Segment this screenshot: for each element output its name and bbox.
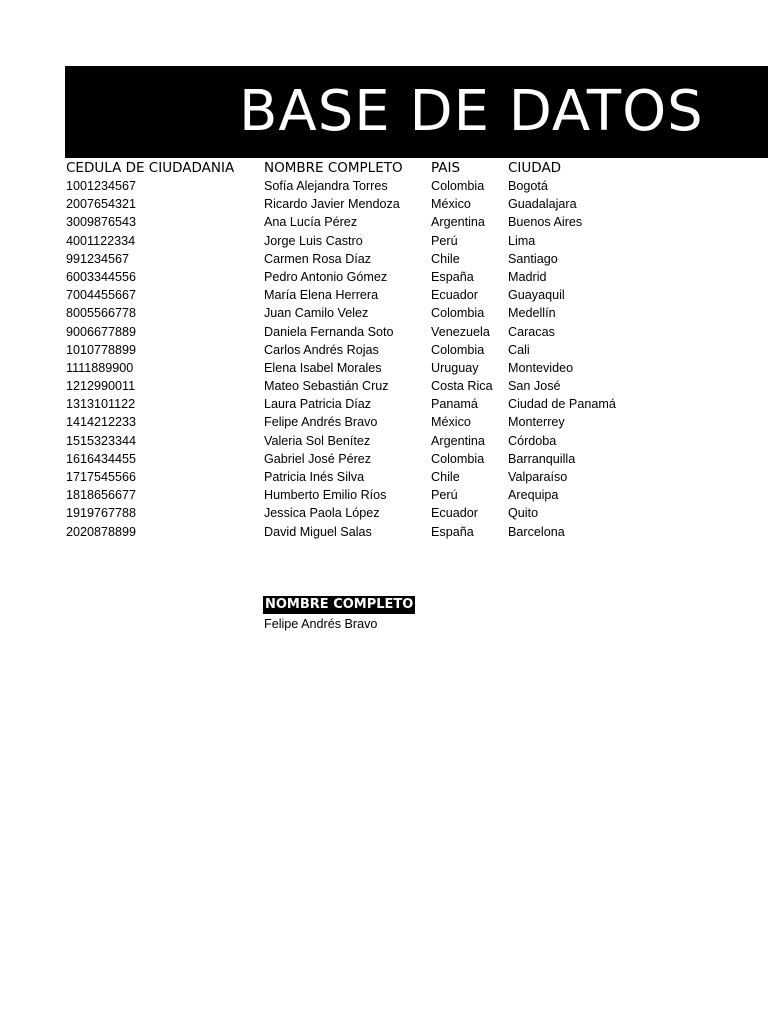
cell-ciudad[interactable]: Guayaquil [508, 288, 565, 303]
cell-nombre[interactable]: Humberto Emilio Ríos [264, 488, 387, 503]
cell-ciudad[interactable]: Buenos Aires [508, 215, 583, 230]
cell-ciudad[interactable]: Montevideo [508, 360, 574, 375]
cell-cedula[interactable]: 1717545566 [66, 470, 137, 484]
title-clip [65, 66, 704, 158]
table-row [0, 232, 768, 250]
cell-nombre[interactable]: Daniela Fernanda Soto [264, 324, 394, 339]
cell-cedula[interactable]: 1919767788 [66, 506, 137, 521]
cell-ciudad[interactable]: Ciudad de Panamá [508, 397, 616, 412]
cell-pais[interactable]: Colombia [431, 306, 485, 321]
cell-ciudad[interactable]: Medellín [508, 306, 556, 321]
table-body [0, 177, 768, 541]
cell-ciudad[interactable]: San José [508, 379, 561, 394]
cell-ciudad[interactable]: Lima [508, 233, 536, 248]
cell-pais[interactable]: España [431, 524, 474, 539]
cell-ciudad[interactable]: Madrid [508, 269, 547, 284]
cell-nombre[interactable]: Ana Lucía Pérez [264, 215, 358, 230]
title-banner [65, 66, 768, 158]
cell-cedula[interactable]: 1515323344 [66, 433, 137, 448]
cell-pais[interactable]: Perú [431, 233, 458, 248]
table-row [0, 323, 768, 341]
table-row [0, 504, 768, 522]
table-row [0, 395, 768, 413]
cell-nombre[interactable]: Sofía Alejandra Torres [264, 179, 388, 193]
cell-cedula[interactable]: 2007654321 [66, 197, 137, 212]
cell-pais[interactable]: Venezuela [431, 324, 490, 339]
cell-ciudad[interactable]: Cali [508, 342, 530, 357]
cell-cedula[interactable]: 3009876543 [66, 215, 137, 230]
cell-pais[interactable]: Argentina [431, 215, 485, 230]
cell-pais[interactable]: Colombia [431, 451, 485, 466]
cell-pais[interactable]: México [431, 415, 471, 430]
cell-nombre[interactable]: Carlos Andrés Rojas [264, 342, 379, 357]
cell-ciudad[interactable]: Quito [508, 506, 539, 521]
cell-cedula[interactable]: 1111889900 [66, 360, 134, 375]
cell-pais[interactable]: México [431, 197, 471, 212]
cell-cedula[interactable]: 1212990011 [66, 379, 136, 394]
cell-pais[interactable]: Colombia [431, 342, 485, 357]
table-row [0, 377, 768, 395]
table-row [0, 177, 768, 195]
table-row [0, 195, 768, 213]
table-row [0, 341, 768, 359]
cell-cedula[interactable]: 1010778899 [66, 342, 137, 357]
table-header [0, 159, 768, 177]
cell-ciudad[interactable]: Guadalajara [508, 197, 577, 212]
cell-pais[interactable]: Chile [431, 470, 460, 484]
cell-pais[interactable]: Chile [431, 251, 460, 266]
cell-cedula[interactable]: 1616434455 [66, 451, 137, 466]
cell-pais[interactable]: Ecuador [431, 288, 478, 303]
table-row [0, 268, 768, 286]
table-row [0, 286, 768, 304]
table-row [0, 359, 768, 377]
cell-nombre[interactable]: Juan Camilo Velez [264, 306, 369, 321]
cell-nombre[interactable]: Mateo Sebastián Cruz [264, 379, 389, 394]
cell-cedula[interactable]: 991234567 [66, 251, 130, 266]
header-cedula: CEDULA DE CIUDADANIA [66, 160, 235, 176]
header-pais: PAIS [431, 160, 461, 176]
page-title: BASE DE DATOS [239, 79, 704, 144]
header-nombre: NOMBRE COMPLETO [264, 160, 403, 176]
table-row [0, 432, 768, 450]
cell-nombre[interactable]: Valeria Sol Benítez [264, 433, 371, 448]
cell-nombre[interactable]: Carmen Rosa Díaz [264, 251, 372, 266]
cell-cedula[interactable]: 7004455667 [66, 288, 137, 303]
cell-pais[interactable]: Perú [431, 488, 458, 503]
table-row [0, 486, 768, 504]
cell-ciudad[interactable]: Monterrey [508, 415, 565, 430]
cell-nombre[interactable]: Elena Isabel Morales [264, 360, 382, 375]
cell-ciudad[interactable]: Arequipa [508, 488, 559, 503]
cell-nombre[interactable]: Pedro Antonio Gómez [264, 269, 388, 284]
lookup-label: NOMBRE COMPLETO [265, 597, 414, 612]
header-ciudad: CIUDAD [508, 160, 562, 176]
cell-pais[interactable]: Panamá [431, 397, 478, 412]
cell-ciudad[interactable]: Barcelona [508, 524, 565, 539]
cell-nombre[interactable]: Laura Patricia Díaz [264, 397, 372, 412]
cell-pais[interactable]: Colombia [431, 179, 485, 193]
lookup-value[interactable]: Felipe Andrés Bravo [264, 617, 378, 631]
cell-pais[interactable]: Ecuador [431, 506, 478, 521]
cell-nombre[interactable]: María Elena Herrera [264, 288, 379, 303]
cell-ciudad[interactable]: Caracas [508, 324, 555, 339]
table-row [0, 413, 768, 431]
cell-pais[interactable]: Costa Rica [431, 379, 493, 394]
cell-cedula[interactable]: 4001122334 [66, 233, 136, 248]
cell-pais[interactable]: Argentina [431, 433, 485, 448]
cell-cedula[interactable]: 8005566778 [66, 306, 137, 321]
cell-nombre[interactable]: David Miguel Salas [264, 524, 372, 539]
cell-cedula[interactable]: 6003344556 [66, 269, 137, 284]
table-row [0, 304, 768, 322]
cell-ciudad[interactable]: Córdoba [508, 433, 557, 448]
cell-ciudad[interactable]: Valparaíso [508, 470, 568, 484]
cell-ciudad[interactable]: Bogotá [508, 179, 548, 193]
table-row [0, 250, 768, 268]
cell-nombre[interactable]: Felipe Andrés Bravo [264, 415, 378, 430]
cell-pais[interactable]: España [431, 269, 474, 284]
cell-nombre[interactable]: Jessica Paola López [264, 506, 380, 521]
cell-nombre[interactable]: Ricardo Javier Mendoza [264, 197, 400, 212]
cell-ciudad[interactable]: Santiago [508, 251, 558, 266]
cell-pais[interactable]: Uruguay [431, 360, 479, 375]
cell-nombre[interactable]: Patricia Inés Silva [264, 470, 365, 484]
cell-ciudad[interactable]: Barranquilla [508, 451, 576, 466]
cell-cedula[interactable]: 1001234567 [66, 179, 137, 193]
cell-cedula[interactable]: 1414212233 [66, 415, 137, 430]
table-row [0, 468, 768, 486]
cell-cedula[interactable]: 2020878899 [66, 524, 137, 539]
cell-nombre[interactable]: Gabriel José Pérez [264, 451, 372, 466]
cell-nombre[interactable]: Jorge Luis Castro [264, 233, 363, 248]
cell-cedula[interactable]: 9006677889 [66, 324, 137, 339]
table-row [0, 523, 768, 541]
table-row [0, 213, 768, 231]
cell-cedula[interactable]: 1818656677 [66, 488, 137, 503]
cell-cedula[interactable]: 1313101122 [66, 397, 136, 412]
table-row [0, 450, 768, 468]
